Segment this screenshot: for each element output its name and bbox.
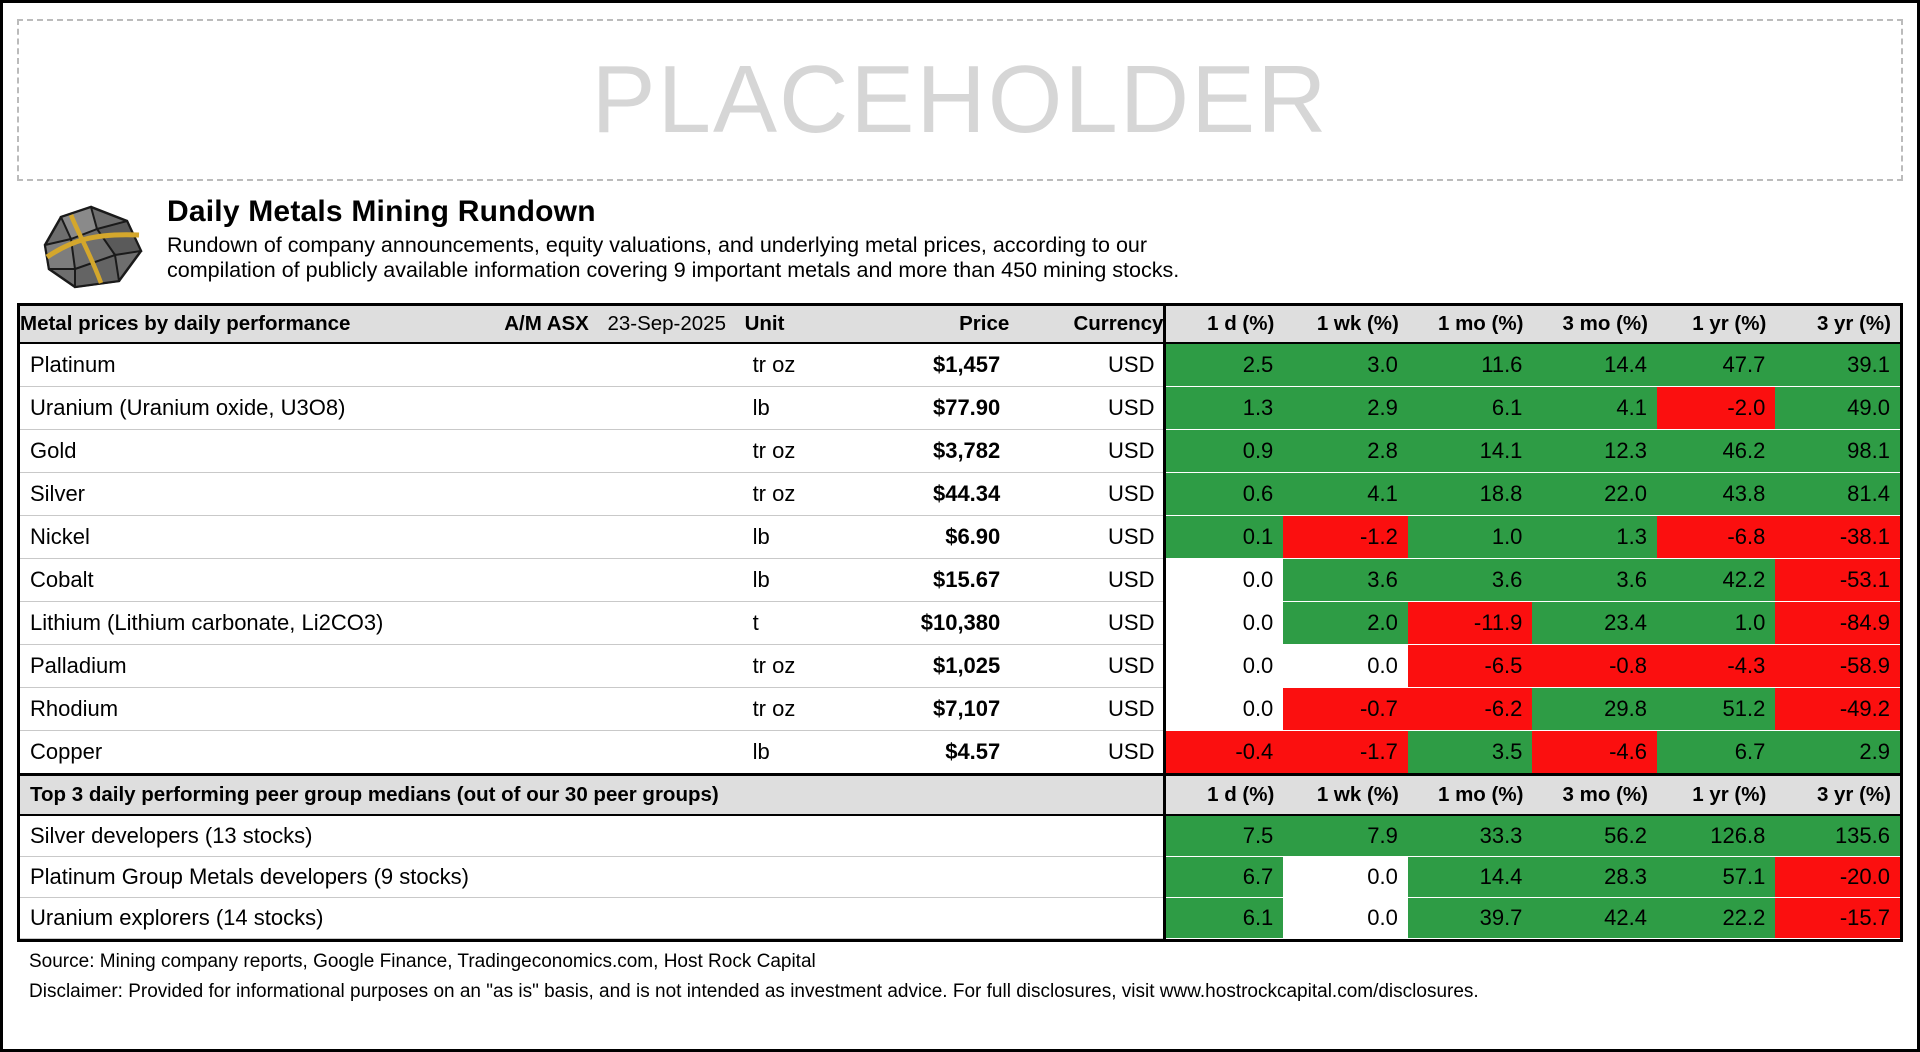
metal-performance-cell: 2.9 <box>1775 731 1900 775</box>
metal-unit: lb <box>745 559 828 602</box>
metal-performance-cell: 2.5 <box>1165 343 1283 387</box>
placeholder-text: PLACEHOLDER <box>591 46 1329 153</box>
source-line: Source: Mining company reports, Google Finance, Tradingeconomics.com, Host Rock Capital <box>29 951 816 972</box>
metal-performance-cell: 3.0 <box>1283 343 1408 387</box>
report-footer <box>17 939 1903 1008</box>
metal-name: Nickel <box>20 516 745 559</box>
peer-performance-cell: 42.4 <box>1532 898 1657 939</box>
peer-perf-header-3mo: 3 mo (%) <box>1532 775 1657 816</box>
peer-perf-header-1mo: 1 mo (%) <box>1408 775 1533 816</box>
header-text-block <box>167 193 1903 284</box>
peer-performance-cell: 126.8 <box>1657 815 1775 857</box>
table-row <box>20 343 1900 387</box>
rock-logo-icon <box>31 199 149 295</box>
peer-perf-header-1wk: 1 wk (%) <box>1283 775 1408 816</box>
metal-price: $15.67 <box>828 559 1010 602</box>
metal-name: Gold <box>20 430 745 473</box>
perf-header-1yr: 1 yr (%) <box>1657 306 1775 343</box>
metal-price: $7,107 <box>828 688 1010 731</box>
metal-performance-cell: 81.4 <box>1775 473 1900 516</box>
metal-performance-cell: 22.0 <box>1532 473 1657 516</box>
metal-performance-cell: 0.0 <box>1165 602 1283 645</box>
peer-performance-cell: 57.1 <box>1657 857 1775 898</box>
metal-currency: USD <box>1009 602 1165 645</box>
peer-performance-cell: 33.3 <box>1408 815 1533 857</box>
page-subtitle-line1: Rundown of company announcements, equity valuations, and underlying metal prices, according to our <box>167 233 1148 257</box>
metal-currency: USD <box>1009 473 1165 516</box>
perf-header-3yr: 3 yr (%) <box>1775 306 1900 343</box>
metal-name: Silver <box>20 473 745 516</box>
metal-performance-cell: 0.0 <box>1165 688 1283 731</box>
metal-currency: USD <box>1009 343 1165 387</box>
placeholder-banner <box>17 19 1903 181</box>
peer-performance-cell: -15.7 <box>1775 898 1900 939</box>
metals-table <box>20 306 1900 939</box>
price-column-header: Price <box>828 306 1010 343</box>
metal-performance-cell: 0.0 <box>1165 645 1283 688</box>
unit-column-header: Unit <box>745 306 828 343</box>
metal-currency: USD <box>1009 688 1165 731</box>
peer-performance-cell: 14.4 <box>1408 857 1533 898</box>
metal-performance-cell: -4.6 <box>1532 731 1657 775</box>
metal-performance-cell: -0.7 <box>1283 688 1408 731</box>
metals-section-header <box>20 306 1900 343</box>
peer-performance-cell: 28.3 <box>1532 857 1657 898</box>
metal-performance-cell: -6.8 <box>1657 516 1775 559</box>
metal-performance-cell: 2.8 <box>1283 430 1408 473</box>
page-subtitle-line2: compilation of publicly available information covering 9 important metals and more than 450 mining stocks. <box>167 258 1180 283</box>
metal-performance-cell: 2.0 <box>1283 602 1408 645</box>
metal-name: Platinum <box>20 343 745 387</box>
metal-performance-cell: 3.5 <box>1408 731 1533 775</box>
metal-performance-cell: 29.8 <box>1532 688 1657 731</box>
metals-section-title: Metal prices by daily performance <box>20 306 466 343</box>
metal-performance-cell: 98.1 <box>1775 430 1900 473</box>
metal-performance-cell: -2.0 <box>1657 387 1775 430</box>
metal-performance-cell: 4.1 <box>1532 387 1657 430</box>
metal-unit: tr oz <box>745 688 828 731</box>
metal-performance-cell: -6.2 <box>1408 688 1533 731</box>
metal-name: Cobalt <box>20 559 745 602</box>
metal-currency: USD <box>1009 559 1165 602</box>
metal-performance-cell: 51.2 <box>1657 688 1775 731</box>
peer-group-name: Uranium explorers (14 stocks) <box>20 898 1165 939</box>
metal-performance-cell: -84.9 <box>1775 602 1900 645</box>
metal-performance-cell: -49.2 <box>1775 688 1900 731</box>
disclaimer-line: Disclaimer: Provided for informational purposes on an "as is" basis, and is not intended as investment advice. For full disclosures, visit www.hostrockcapital.com/disclosures. <box>29 981 1479 1003</box>
metal-performance-cell: 49.0 <box>1775 387 1900 430</box>
table-row <box>20 815 1900 857</box>
metal-performance-cell: 6.7 <box>1657 731 1775 775</box>
table-row <box>20 516 1900 559</box>
perf-header-3mo: 3 mo (%) <box>1532 306 1657 343</box>
metal-currency: USD <box>1009 645 1165 688</box>
metal-unit: tr oz <box>745 645 828 688</box>
metals-table-body <box>20 343 1900 775</box>
metal-currency: USD <box>1009 387 1165 430</box>
metal-price: $1,025 <box>828 645 1010 688</box>
metal-performance-cell: -11.9 <box>1408 602 1533 645</box>
am-asx-label: A/M ASX <box>466 306 588 343</box>
metal-performance-cell: 23.4 <box>1532 602 1657 645</box>
peer-section-header <box>20 775 1900 816</box>
metal-performance-cell: 0.9 <box>1165 430 1283 473</box>
peer-perf-header-3yr: 3 yr (%) <box>1775 775 1900 816</box>
metal-performance-cell: -1.2 <box>1283 516 1408 559</box>
metal-performance-cell: 3.6 <box>1532 559 1657 602</box>
metal-name: Palladium <box>20 645 745 688</box>
metal-performance-cell: 1.3 <box>1532 516 1657 559</box>
metal-currency: USD <box>1009 731 1165 775</box>
metal-performance-cell: 3.6 <box>1408 559 1533 602</box>
metal-price: $4.57 <box>828 731 1010 775</box>
metal-performance-cell: 1.0 <box>1657 602 1775 645</box>
table-row <box>20 731 1900 775</box>
metal-unit: tr oz <box>745 473 828 516</box>
metal-price: $3,782 <box>828 430 1010 473</box>
metal-performance-cell: 14.4 <box>1532 343 1657 387</box>
peer-group-name: Silver developers (13 stocks) <box>20 815 1165 857</box>
metal-performance-cell: 47.7 <box>1657 343 1775 387</box>
metal-performance-cell: 11.6 <box>1408 343 1533 387</box>
peer-performance-cell: 6.7 <box>1165 857 1283 898</box>
metal-performance-cell: 4.1 <box>1283 473 1408 516</box>
metal-performance-cell: -1.7 <box>1283 731 1408 775</box>
peer-performance-cell: 0.0 <box>1283 898 1408 939</box>
metal-name: Rhodium <box>20 688 745 731</box>
metal-unit: tr oz <box>745 343 828 387</box>
peer-performance-cell: 56.2 <box>1532 815 1657 857</box>
perf-header-1mo: 1 mo (%) <box>1408 306 1533 343</box>
table-row <box>20 857 1900 898</box>
metal-performance-cell: 39.1 <box>1775 343 1900 387</box>
table-row <box>20 387 1900 430</box>
peer-performance-cell: 135.6 <box>1775 815 1900 857</box>
metal-performance-cell: -6.5 <box>1408 645 1533 688</box>
metal-currency: USD <box>1009 516 1165 559</box>
perf-header-1wk: 1 wk (%) <box>1283 306 1408 343</box>
metal-unit: lb <box>745 731 828 775</box>
metal-performance-cell: 46.2 <box>1657 430 1775 473</box>
table-row <box>20 688 1900 731</box>
peer-group-name: Platinum Group Metals developers (9 stocks) <box>20 857 1165 898</box>
metal-performance-cell: 6.1 <box>1408 387 1533 430</box>
metal-name: Uranium (Uranium oxide, U3O8) <box>20 387 745 430</box>
peer-performance-cell: 0.0 <box>1283 857 1408 898</box>
peer-performance-cell: 7.9 <box>1283 815 1408 857</box>
peer-table-body <box>20 815 1900 939</box>
metal-unit: tr oz <box>745 430 828 473</box>
peer-performance-cell: 22.2 <box>1657 898 1775 939</box>
metal-performance-cell: 0.6 <box>1165 473 1283 516</box>
metal-performance-cell: -53.1 <box>1775 559 1900 602</box>
table-row <box>20 430 1900 473</box>
metal-performance-cell: -38.1 <box>1775 516 1900 559</box>
report-date: 23-Sep-2025 <box>589 306 745 343</box>
peer-performance-cell: 6.1 <box>1165 898 1283 939</box>
table-row <box>20 898 1900 939</box>
metal-unit: t <box>745 602 828 645</box>
metal-performance-cell: 18.8 <box>1408 473 1533 516</box>
metal-unit: lb <box>745 387 828 430</box>
metal-performance-cell: -0.8 <box>1532 645 1657 688</box>
metal-performance-cell: 1.0 <box>1408 516 1533 559</box>
table-row <box>20 602 1900 645</box>
currency-column-header: Currency <box>1009 306 1165 343</box>
metal-currency: USD <box>1009 430 1165 473</box>
metal-price: $77.90 <box>828 387 1010 430</box>
peer-perf-header-1yr: 1 yr (%) <box>1657 775 1775 816</box>
peer-perf-header-1d: 1 d (%) <box>1165 775 1283 816</box>
peer-section-title: Top 3 daily performing peer group medians (out of our 30 peer groups) <box>20 775 1165 816</box>
metal-performance-cell: 42.2 <box>1657 559 1775 602</box>
metal-performance-cell: -58.9 <box>1775 645 1900 688</box>
page-title: Daily Metals Mining Rundown <box>167 195 596 228</box>
metal-performance-cell: -0.4 <box>1165 731 1283 775</box>
table-row <box>20 473 1900 516</box>
metal-performance-cell: 14.1 <box>1408 430 1533 473</box>
metal-performance-cell: 0.0 <box>1283 645 1408 688</box>
peer-performance-cell: 7.5 <box>1165 815 1283 857</box>
metal-performance-cell: 43.8 <box>1657 473 1775 516</box>
table-row <box>20 559 1900 602</box>
metal-price: $10,380 <box>828 602 1010 645</box>
metal-name: Copper <box>20 731 745 775</box>
table-row <box>20 645 1900 688</box>
metal-performance-cell: -4.3 <box>1657 645 1775 688</box>
metal-price: $1,457 <box>828 343 1010 387</box>
metal-unit: lb <box>745 516 828 559</box>
peer-performance-cell: 39.7 <box>1408 898 1533 939</box>
data-table-container <box>17 303 1903 939</box>
metal-performance-cell: 1.3 <box>1165 387 1283 430</box>
peer-performance-cell: -20.0 <box>1775 857 1900 898</box>
metal-performance-cell: 0.0 <box>1165 559 1283 602</box>
report-header <box>3 187 1917 295</box>
metal-performance-cell: 12.3 <box>1532 430 1657 473</box>
metal-price: $44.34 <box>828 473 1010 516</box>
metal-performance-cell: 3.6 <box>1283 559 1408 602</box>
metal-performance-cell: 2.9 <box>1283 387 1408 430</box>
metal-price: $6.90 <box>828 516 1010 559</box>
metal-performance-cell: 0.1 <box>1165 516 1283 559</box>
metal-name: Lithium (Lithium carbonate, Li2CO3) <box>20 602 745 645</box>
perf-header-1d: 1 d (%) <box>1165 306 1283 343</box>
